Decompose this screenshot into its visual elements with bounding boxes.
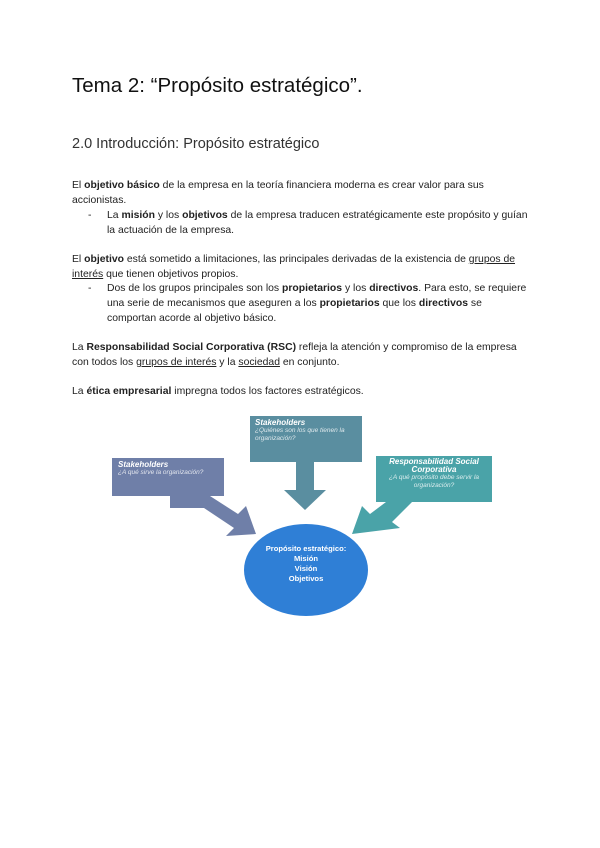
paragraph-objetivo-basico: El objetivo básico de la empresa en la teoría financiera moderna es crear valor para sus accionistas. — [72, 180, 484, 206]
section-heading: 2.0 Introducción: Propósito estratégico — [72, 136, 320, 152]
center-label-line1: Propósito estratégico: — [265, 544, 347, 553]
right-arrow — [352, 502, 412, 534]
center-label-mision: Misión — [293, 554, 319, 563]
center-label — [248, 544, 364, 584]
left-box: Stakeholders ¿A qué sirve la organización? — [118, 460, 204, 476]
left-arrow — [170, 496, 256, 536]
page-title: Tema 2: “Propósito estratégico”. — [72, 74, 363, 97]
top-box: Stakeholders ¿Quiénes son los que tienen la organización? — [255, 418, 345, 442]
right-box: Responsabilidad Social Corporativa ¿A qué propósito debe servir la organización? — [388, 457, 480, 489]
top-arrow — [284, 462, 326, 510]
bullet-propietarios-directivos: - Dos de los grupos principales son los propietarios y los directivos. Para esto, se requiere una serie de mecanismos que aseguren a los propietarios que los directivos se comportan acorde al objetivo básico. — [88, 283, 527, 324]
center-label-objetivos: Objetivos — [288, 574, 324, 583]
paragraph-rsc: La Responsabilidad Social Corporativa (RSC) refleja la atención y compromiso de la empresa con todos los grupos de interés y la sociedad en conjunto. — [72, 342, 517, 368]
center-label-vision: Visión — [294, 564, 318, 573]
bullet-mision-objetivos: - La misión y los objetivos de la empresa traducen estratégicamente este propósito y guían la actuación de la empresa. — [88, 210, 528, 236]
strategic-purpose-diagram — [100, 410, 500, 620]
paragraph-limitaciones: El objetivo está sometido a limitaciones, las principales derivadas de la existencia de grupos de interés que tienen objetivos propios. — [72, 254, 516, 280]
paragraph-etica: La ética empresarial impregna todos los factores estratégicos. — [72, 386, 364, 397]
